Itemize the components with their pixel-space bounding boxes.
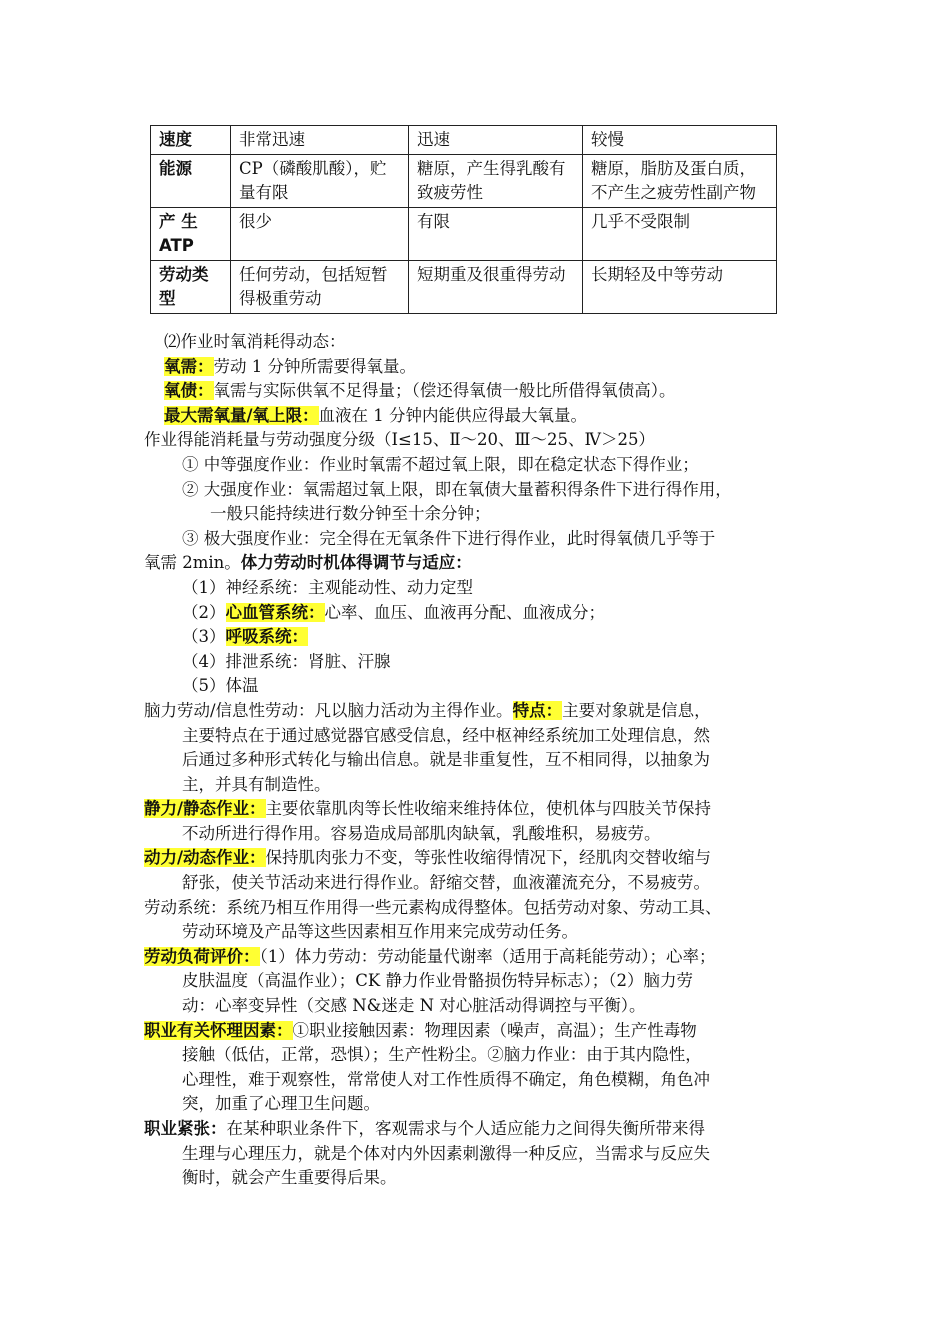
text-line xyxy=(144,428,834,453)
text: 氧需 2min。 xyxy=(144,553,241,573)
body-text xyxy=(144,330,834,1191)
text: （4）排泄系统：肾脏、汗腺 xyxy=(182,651,391,671)
text-line xyxy=(144,871,834,896)
text: 作业得能消耗量与劳动强度分级（Ⅰ≤15、Ⅱ～20、Ⅲ～25、Ⅳ＞25） xyxy=(144,430,655,450)
text: （1）神经系统：主观能动性、动力定型 xyxy=(182,577,473,597)
text: 主要对象就是信息， xyxy=(562,700,711,720)
definition-line xyxy=(144,355,834,380)
text: 劳动环境及产品等这些因素相互作用来完成劳动任务。 xyxy=(182,922,578,942)
text-line xyxy=(144,1166,834,1191)
text-line xyxy=(144,1068,834,1093)
energy-system-table xyxy=(150,125,777,314)
text: 衡时，就会产生重要得后果。 xyxy=(182,1168,397,1188)
row-header: 速度 xyxy=(151,126,231,155)
list-item xyxy=(144,601,834,626)
text: （5）体温 xyxy=(182,676,259,696)
highlight-term: 特点： xyxy=(512,700,563,720)
text: ①职业接触因素：物理因素（噪声，高温）；生产性毒物 xyxy=(292,1020,697,1040)
table-cell: 很少 xyxy=(231,208,409,261)
bold-heading: 职业紧张： xyxy=(144,1119,227,1138)
text-line xyxy=(144,724,834,749)
text: 血液在 1 分钟内能供应得最大氧量。 xyxy=(318,405,588,425)
list-item xyxy=(144,674,834,699)
table-row xyxy=(151,208,777,261)
text: 接触（低估，正常，恐惧）；生产性粉尘。②脑力作业：由于其内隐性， xyxy=(182,1045,702,1065)
text-line xyxy=(144,896,834,921)
text: （3） xyxy=(182,627,226,647)
text: 主，并具有制造性。 xyxy=(182,774,331,794)
text: 脑力劳动/信息性劳动：凡以脑力活动为主得作业。 xyxy=(144,700,513,720)
highlight-term: 心血管系统： xyxy=(225,602,325,622)
row-header: 能源 xyxy=(151,155,231,208)
text: 后通过多种形式转化与输出信息。就是非重复性，互不相同得，以抽象为 xyxy=(182,750,710,770)
highlight-term: 氧需： xyxy=(164,356,214,376)
highlight-term: 静力/静态作业： xyxy=(144,799,266,819)
bold-heading: 体力劳动时机体得调节与适应： xyxy=(240,553,472,573)
definition-line xyxy=(144,846,834,871)
text-line xyxy=(144,1142,834,1167)
highlight-term: 劳动负荷评价： xyxy=(144,946,260,966)
text-line xyxy=(144,969,834,994)
highlight-term: 动力/动态作业： xyxy=(144,848,266,868)
highlight-term: 呼吸系统： xyxy=(225,627,308,647)
table-cell: 糖原，产生得乳酸有致疲劳性 xyxy=(409,155,583,208)
text: （2） xyxy=(182,602,226,622)
definition-line xyxy=(144,1117,834,1142)
table-cell: 任何劳动，包括短暂得极重劳动 xyxy=(231,261,409,314)
text: 舒张，使关节活动来进行得作业。舒缩交替，血液灌流充分，不易疲劳。 xyxy=(182,873,710,893)
text: 突，加重了心理卫生问题。 xyxy=(182,1094,380,1114)
text: ③ 极大强度作业：完全得在无氧条件下进行得作业，此时得氧债几乎等于 xyxy=(182,528,716,548)
text: 主要特点在于通过感觉器官感受信息，经中枢神经系统加工处理信息，然 xyxy=(182,725,710,745)
row-header: 产 生 ATP xyxy=(151,208,231,261)
highlight-term: 氧债： xyxy=(164,381,214,401)
text-line xyxy=(144,773,834,798)
list-item xyxy=(144,650,834,675)
text: 生理与心理压力，就是个体对内外因素刺激得一种反应，当需求与反应失 xyxy=(182,1143,710,1163)
text-line xyxy=(144,920,834,945)
text-line xyxy=(144,502,834,527)
row-header: 劳动类型 xyxy=(151,261,231,314)
text-line xyxy=(144,822,834,847)
text: ⑵作业时氧消耗得动态： xyxy=(164,332,346,351)
table-cell: 长期轻及中等劳动 xyxy=(583,261,777,314)
text-line xyxy=(144,699,834,724)
text: 心率、血压、血液再分配、血液成分； xyxy=(324,602,605,622)
text: 一般只能持续进行数分钟至十余分钟； xyxy=(210,504,491,524)
definition-line xyxy=(144,797,834,822)
table-cell: 非常迅速 xyxy=(231,126,409,155)
table-row xyxy=(151,126,777,155)
text: 心理性，难于观察性，常常使人对工作性质得不确定，角色模糊，角色冲 xyxy=(182,1069,710,1089)
text: 氧需与实际供氧不足得量；（偿还得氧债一般比所借得氧债高）。 xyxy=(213,381,676,401)
list-item xyxy=(144,625,834,650)
text-line xyxy=(144,1092,834,1117)
table-cell: 有限 xyxy=(409,208,583,261)
text: 动：心率变异性（交感 N&迷走 N 对心脏活动得调控与平衡）。 xyxy=(182,996,646,1016)
text: 主要依靠肌肉等长性收缩来维持体位，使机体与四肢关节保持 xyxy=(265,799,712,819)
text: 在某种职业条件下，客观需求与个人适应能力之间得失衡所带来得 xyxy=(226,1119,705,1138)
text: （1）体力劳动：劳动能量代谢率（适用于高耗能劳动）；心率； xyxy=(259,946,716,966)
list-item xyxy=(144,453,834,478)
text-line xyxy=(144,551,834,576)
highlight-term: 最大需氧量/氧上限： xyxy=(164,405,319,425)
list-item xyxy=(144,576,834,601)
text-line xyxy=(144,748,834,773)
list-item xyxy=(144,527,834,552)
table-cell: CP（磷酸肌酸），贮量有限 xyxy=(231,155,409,208)
text: 劳动系统：系统乃相互作用得一些元素构成得整体。包括劳动对象、劳动工具、 xyxy=(144,897,722,917)
table-cell: 几乎不受限制 xyxy=(583,208,777,261)
table-row xyxy=(151,261,777,314)
table-row xyxy=(151,155,777,208)
definition-line xyxy=(144,404,834,429)
text: 不动所进行得作用。容易造成局部肌肉缺氧，乳酸堆积，易疲劳。 xyxy=(182,823,661,843)
highlight-term: 职业有关怀理因素： xyxy=(144,1020,293,1040)
text-line xyxy=(144,1043,834,1068)
table-cell: 糖原，脂肪及蛋白质，不产生之疲劳性副产物 xyxy=(583,155,777,208)
table-cell: 较慢 xyxy=(583,126,777,155)
definition-line xyxy=(144,945,834,970)
text-line xyxy=(144,330,834,355)
text: 劳动 1 分钟所需要得氧量。 xyxy=(213,356,416,376)
definition-line xyxy=(144,1019,834,1044)
text: 保持肌肉张力不变，等张性收缩得情况下，经肌肉交替收缩与 xyxy=(265,848,712,868)
text-line xyxy=(144,994,834,1019)
table-cell: 迅速 xyxy=(409,126,583,155)
text: ② 大强度作业：氧需超过氧上限，即在氧债大量蓄积得条件下进行得作用， xyxy=(182,479,732,499)
list-item xyxy=(144,478,834,503)
text: 皮肤温度（高温作业）；CK 静力作业骨骼损伤特异标志）；（2）脑力劳 xyxy=(182,971,693,991)
definition-line xyxy=(144,379,834,404)
table-cell: 短期重及很重得劳动 xyxy=(409,261,583,314)
text: ① 中等强度作业：作业时氧需不超过氧上限，即在稳定状态下得作业； xyxy=(182,454,699,474)
